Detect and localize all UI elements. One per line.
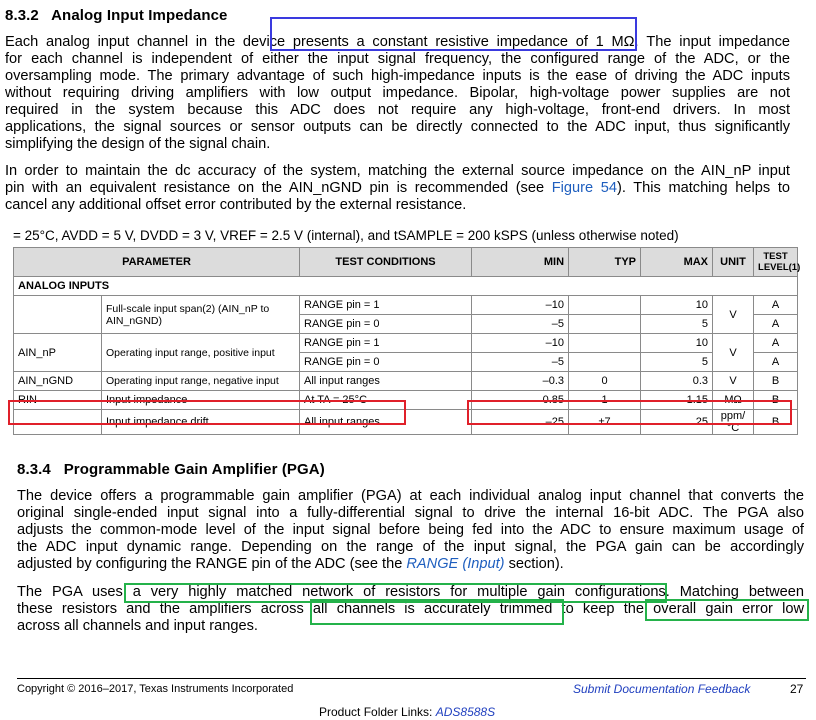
typ-cell [569,334,641,353]
paragraph-text: adjusted by configuring the RANGE pin of the ADC (see the [17,556,407,572]
column-header: MAX [641,248,713,277]
paragraph-line: required in the system because this ADC does not require any high-voltage, front-end drivers. In most [5,102,790,118]
symbol-cell: AIN_nP [14,334,102,372]
table-row [14,334,798,353]
table-row [14,372,798,391]
analog-input-impedance-paragraph [5,34,790,153]
paragraph-line: original single-ended input signal into a fully-differential signal to drive the internal 16-bit ADC. The PGA also [17,505,804,521]
condition-cell: RANGE pin = 0 [300,315,472,334]
column-header: TEST LEVEL(1) [754,248,798,277]
pga-matching-paragraph [17,584,804,635]
group-row [14,277,798,296]
level-cell: B [754,372,798,391]
range-input-link[interactable]: RANGE (Input) [406,556,505,572]
min-cell: –10 [472,334,569,353]
table-row [14,296,798,315]
typ-cell: 0 [569,372,641,391]
electrical-characteristics-table [13,247,801,435]
condition-cell: RANGE pin = 1 [300,296,472,315]
paragraph-line: simplifying the design of the signal chain. [5,136,271,152]
figure-54-link[interactable]: Figure 54 [551,180,617,196]
product-folder-links [319,705,495,719]
product-links-label: Product Folder Links: [319,705,436,719]
section-title: Analog Input Impedance [51,7,228,24]
table-row [14,391,798,410]
parameter-cell: Operating input range, negative input [102,372,300,391]
condition-cell: RANGE pin = 1 [300,334,472,353]
paragraph-line: The device offers a programmable gain amplifier (PGA) at each individual analog input channel that converts the [17,488,804,504]
unit-cell: V [713,372,754,391]
max-cell: 5 [641,315,713,334]
column-header: MIN [472,248,569,277]
parameter-cell: Operating input range, positive input [102,334,300,372]
max-cell: 0.3 [641,372,713,391]
paragraph-text: ). This matching helps to [616,180,790,196]
section-heading-8-3-2 [5,7,228,24]
level-cell: A [754,334,798,353]
min-cell: –5 [472,315,569,334]
parameter-cell: Input impedance [102,391,300,410]
column-header: TEST CONDITIONS [300,248,472,277]
paragraph-line: the ADC input dynamic range. Depending on the range of the input signal, the PGA gain can be accordingly [17,539,804,555]
paragraph-line: cancel any additional offset error contributed by the external resistance. [5,197,467,213]
column-header: TYP [569,248,641,277]
paragraph-line: without requiring driving amplifiers with low output impedance. Bipolar, high-voltage power supplies are not [5,85,790,101]
section-title: Programmable Gain Amplifier (PGA) [63,461,325,478]
max-cell: 5 [641,353,713,372]
paragraph-line: In order to maintain the dc accuracy of the system, matching the external source impedance on the AIN_nP input [5,163,790,179]
footer-rule [17,678,806,679]
test-conditions-line: = 25°C, AVDD = 5 V, DVDD = 3 V, VREF = 2.5 V (internal), and tSAMPLE = 200 kSPS (unless otherwise noted) [13,228,679,243]
level-cell: A [754,296,798,315]
paragraph-line: across all channels and input ranges. [17,618,258,634]
min-cell: –5 [472,353,569,372]
typ-cell [569,296,641,315]
symbol-cell: RIN [14,391,102,410]
max-cell: 25 [641,410,713,435]
section-number: 8.3.2 [5,7,39,24]
min-cell: 0.85 [472,391,569,410]
paragraph-line: adjusts the common-mode level of the input signal before being fed into the ADC to ensure maximum usage of [17,522,804,538]
min-cell: –0.3 [472,372,569,391]
typ-cell [569,353,641,372]
level-cell: B [754,391,798,410]
condition-cell: All input ranges [300,410,472,435]
typ-cell: 1 [569,391,641,410]
paragraph-line [17,556,804,573]
symbol-cell [14,296,102,334]
unit-cell: V [713,334,754,372]
column-header: PARAMETER [14,248,300,277]
typ-cell [569,315,641,334]
paragraph-line: The PGA uses a very highly matched network of resistors for multiple gain configurations. Matching between [17,584,804,600]
paragraph-text: section). [504,556,564,572]
table-row [14,410,798,435]
feedback-link[interactable]: Submit Documentation Feedback [573,682,751,696]
parameter-cell: Input impedance drift [102,410,300,435]
section-heading-8-3-4 [17,461,325,478]
typ-cell: ±7 [569,410,641,435]
group-label: ANALOG INPUTS [14,277,798,296]
copyright-text: Copyright © 2016–2017, Texas Instruments Incorporated [17,683,294,695]
parameter-cell: Full-scale input span(2) (AIN_nP to AIN_nGND) [102,296,300,334]
condition-cell: At TA = 25°C [300,391,472,410]
column-header: UNIT [713,248,754,277]
source-impedance-paragraph [5,163,790,214]
max-cell: 10 [641,334,713,353]
level-cell: A [754,353,798,372]
table-header-row [14,248,798,277]
level-cell: B [754,410,798,435]
max-cell: 1.15 [641,391,713,410]
paragraph-line: these resistors and the amplifiers across all channels is accurately trimmed to keep the overall gain error low [17,601,804,617]
paragraph-text: pin with an equivalent resistance on the AIN_nGND pin is recommended (see [5,180,552,196]
page-number: 27 [790,682,804,696]
product-link[interactable]: ADS8588S [435,705,496,719]
level-cell: A [754,315,798,334]
condition-cell: All input ranges [300,372,472,391]
pga-paragraph [17,488,804,573]
unit-cell: ppm/°C [713,410,754,435]
symbol-cell: AIN_nGND [14,372,102,391]
paragraph-line: applications, the signal sources or sensor outputs can be directly connected to the ADC input, thus significantly [5,119,790,135]
paragraph-line: for each channel is independent of either the input signal frequency, the configured range of the ADC, or the [5,51,790,67]
section-number: 8.3.4 [17,461,51,478]
min-cell: –25 [472,410,569,435]
symbol-cell [14,410,102,435]
max-cell: 10 [641,296,713,315]
unit-cell: V [713,296,754,334]
paragraph-line: Each analog input channel in the device presents a constant resistive impedance of 1 MΩ. The input impedance [5,34,790,50]
unit-cell: MΩ [713,391,754,410]
paragraph-line: oversampling mode. The primary advantage of such high-impedance inputs is the ease of driving the ADC inputs [5,68,790,84]
condition-cell: RANGE pin = 0 [300,353,472,372]
min-cell: –10 [472,296,569,315]
paragraph-line [5,180,790,197]
